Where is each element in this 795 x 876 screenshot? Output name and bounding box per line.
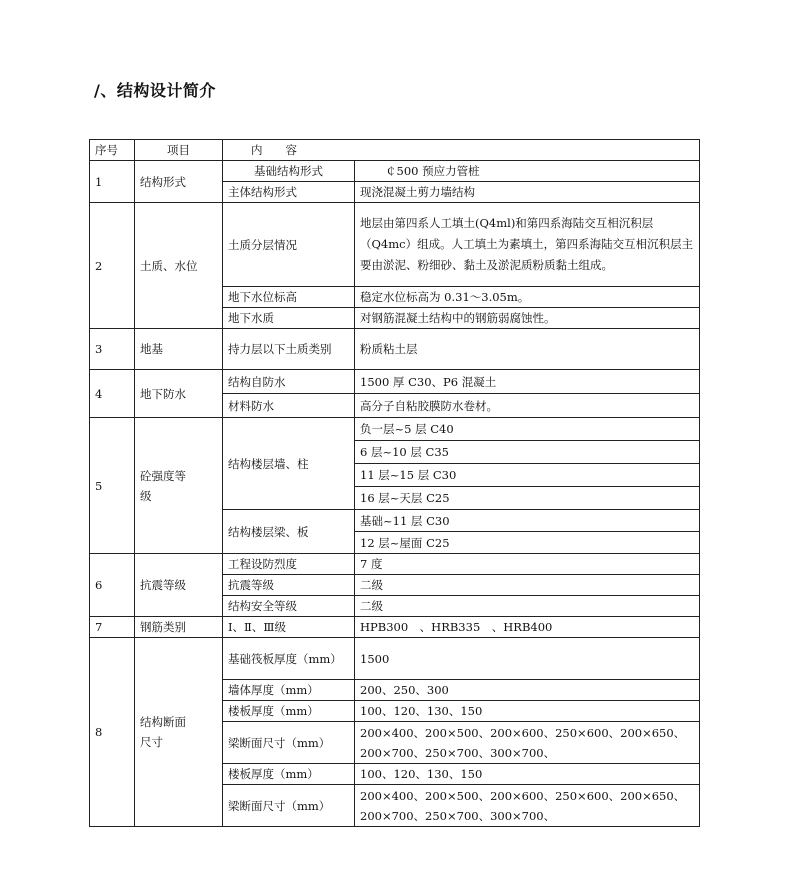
sub-label: 地下水质 (223, 308, 355, 329)
table-row (90, 638, 700, 680)
sub-value: HPB300 、HRB335 、HRB400 (355, 617, 700, 638)
sub-value: 200×400、200×500、200×600、250×600、200×650、200×700、250×700、300×700、 (355, 785, 700, 827)
sub-value: ￠500 预应力管桩 (355, 161, 700, 182)
row-number: 6 (90, 554, 135, 617)
row-item: 土质、水位 (135, 203, 223, 329)
sub-value: 粉质粘土层 (355, 329, 700, 370)
sub-value: 二级 (355, 596, 700, 617)
section-title: /、结构设计简介 (94, 81, 216, 100)
sub-label: 楼板厚度（mm） (223, 764, 355, 785)
row-number: 8 (90, 638, 135, 827)
sub-value: 1500 (355, 638, 700, 680)
sub-value: 12 层~屋面 C25 (355, 532, 700, 554)
sub-value: 负一层~5 层 C40 (355, 418, 700, 441)
sub-label: 结构安全等级 (223, 596, 355, 617)
row-number: 5 (90, 418, 135, 554)
sub-label: 墙体厚度（mm） (223, 680, 355, 701)
row-number: 7 (90, 617, 135, 638)
sub-value: 1500 厚 C30、P6 混凝土 (355, 370, 700, 394)
sub-value: 16 层~天层 C25 (355, 487, 700, 510)
row-item: 结构形式 (135, 161, 223, 203)
sub-label: 结构自防水 (223, 370, 355, 394)
sub-label: 基础筏板厚度（mm） (223, 638, 355, 680)
header-item: 项目 (135, 140, 223, 161)
sub-label: 结构楼层梁、板 (223, 510, 355, 554)
sub-label: 主体结构形式 (223, 182, 355, 203)
row-item: 地下防水 (135, 370, 223, 418)
structure-spec-table (89, 139, 700, 827)
row-item: 地基 (135, 329, 223, 370)
sub-label: 地下水位标高 (223, 287, 355, 308)
row-number: 1 (90, 161, 135, 203)
row-item: 钢筋类别 (135, 617, 223, 638)
row-item-text: 砼强度等级 (140, 468, 186, 503)
sub-value: 对钢筋混凝土结构中的钢筋弱腐蚀性。 (355, 308, 700, 329)
sub-value: 基础~11 层 C30 (355, 510, 700, 532)
sub-value: 地层由第四系人工填土(Q4ml)和第四系海陆交互相沉积层（Q4mc）组成。人工填土为素填土，第四系海陆交互相沉积层主要由淤泥、粉细砂、黏土及淤泥质粉质黏土组成。 (355, 203, 700, 287)
sub-value: 11 层~15 层 C30 (355, 464, 700, 487)
sub-label: 楼板厚度（mm） (223, 701, 355, 722)
row-item: 抗震等级 (135, 554, 223, 617)
sub-label: 抗震等级 (223, 575, 355, 596)
row-item (135, 638, 223, 827)
row-number: 4 (90, 370, 135, 418)
sub-value: 100、120、130、150 (355, 764, 700, 785)
sub-label: 工程设防烈度 (223, 554, 355, 575)
sub-value: 稳定水位标高为 0.31～3.05m。 (355, 287, 700, 308)
sub-value: 二级 (355, 575, 700, 596)
table-row (90, 370, 700, 394)
table-row (90, 329, 700, 370)
sub-value: 7 度 (355, 554, 700, 575)
sub-value: 6 层~10 层 C35 (355, 441, 700, 464)
row-item-text: 结构断面尺寸 (140, 715, 186, 749)
sub-label: 梁断面尺寸（mm） (223, 785, 355, 827)
sub-value: 现浇混凝土剪力墙结构 (355, 182, 700, 203)
sub-label: 梁断面尺寸（mm） (223, 722, 355, 764)
row-item (135, 418, 223, 554)
sub-label: 持力层以下土质类别 (223, 329, 355, 370)
sub-label: 基础结构形式 (223, 161, 355, 182)
header-no: 序号 (90, 140, 135, 161)
table-header-row (90, 140, 700, 161)
sub-label: 结构楼层墙、柱 (223, 418, 355, 510)
header-content: 内 容 (223, 140, 700, 161)
table-row (90, 554, 700, 575)
sub-label: 材料防水 (223, 394, 355, 418)
sub-value: 100、120、130、150 (355, 701, 700, 722)
row-number: 3 (90, 329, 135, 370)
sub-label: Ⅰ、Ⅱ、Ⅲ级 (223, 617, 355, 638)
table-row (90, 161, 700, 182)
table-row (90, 617, 700, 638)
sub-value: 200、250、300 (355, 680, 700, 701)
sub-value: 200×400、200×500、200×600、250×600、200×650、200×700、250×700、300×700、 (355, 722, 700, 764)
table-row (90, 418, 700, 441)
table-row (90, 203, 700, 287)
row-number: 2 (90, 203, 135, 329)
sub-value: 高分子自粘胶膜防水卷材。 (355, 394, 700, 418)
sub-label: 土质分层情况 (223, 203, 355, 287)
